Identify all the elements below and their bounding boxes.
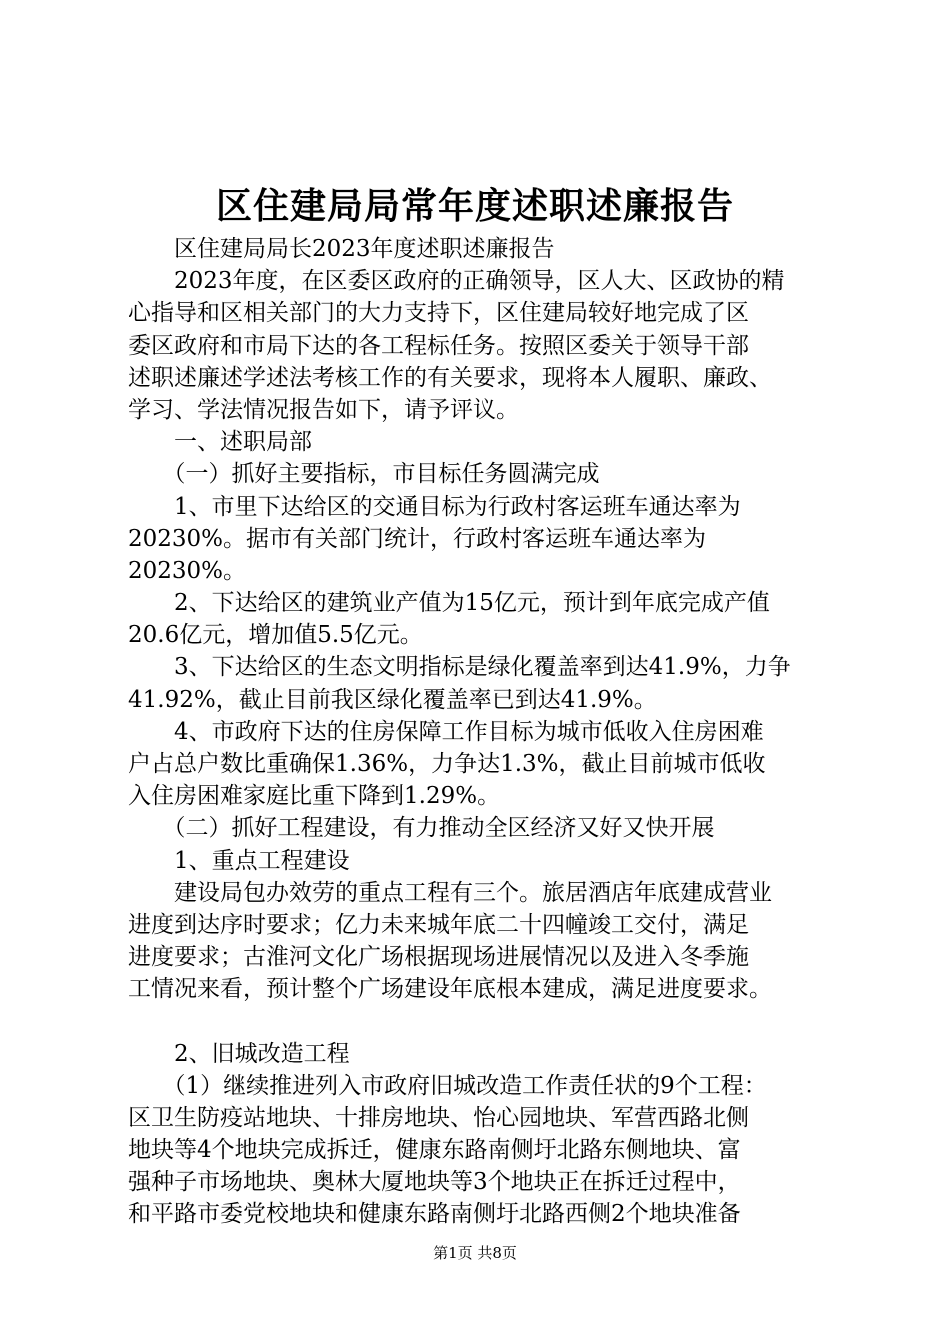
text-line: 1、重点工程建设 xyxy=(128,847,350,874)
text-line: 4、市政府下达的住房保障工作目标为城市低收入住房困难 xyxy=(128,718,764,745)
text-line: 建设局包办效劳的重点工程有三个。旅居酒店年底建成营业 xyxy=(128,879,772,906)
page-footer: 第1页 共8页 xyxy=(433,1244,517,1262)
text-line: 心指导和区相关部门的大力支持下，区住建局较好地完成了区 xyxy=(128,300,749,327)
text-line: 区住建局局长2023年度述职述廉报告 xyxy=(128,236,555,262)
document-title: 区住建局局常年度述职述廉报告 xyxy=(215,185,734,227)
text-line: 20230%。 xyxy=(128,557,247,584)
text-line: 20230%。据市有关部门统计，行政村客运班车通达率为 xyxy=(128,525,707,552)
text-line: 区卫生防疫站地块、十排房地块、怡心园地块、军营西路北侧 xyxy=(128,1104,749,1131)
text-line: 2023年度，在区委区政府的正确领导，区人大、区政协的精 xyxy=(128,268,785,295)
text-line: 进度到达序时要求；亿力未来城年底二十四幢竣工交付，满足 xyxy=(128,911,749,938)
text-line: 2、下达给区的建筑业产值为15亿元，预计到年底完成产值 xyxy=(128,590,770,617)
text-line: （1）继续推进列入市政府旧城改造工作责任状的9个工程： xyxy=(128,1072,767,1099)
text-line: （一）抓好主要指标，市目标任务圆满完成 xyxy=(128,461,600,488)
text-line: 委区政府和市局下达的各工程标任务。按照区委关于领导干部 xyxy=(128,332,749,359)
document-body xyxy=(128,233,848,1231)
text-line: 和平路市委党校地块和健康东路南侧圩北路西侧2个地块准备 xyxy=(128,1201,741,1228)
text-line: 工情况来看，预计整个广场建设年底根本建成，满足进度要求。 xyxy=(128,976,772,1003)
text-line: 学习、学法情况报告如下，请予评议。 xyxy=(128,396,519,423)
text-line: 入住房困难家庭比重下降到1.29%。 xyxy=(128,783,501,810)
text-line: 地块等4个地块完成拆迁，健康东路南侧圩北路东侧地块、富 xyxy=(128,1137,741,1164)
text-line: 户占总户数比重确保1.36%，力争达1.3%，截止目前城市低收 xyxy=(128,751,766,777)
text-line: 一、述职局部 xyxy=(128,429,312,456)
text-line: 20.6亿元，增加值5.5亿元。 xyxy=(128,622,423,649)
text-line: 1、市里下达给区的交通目标为行政村客运班车通达率为 xyxy=(128,493,741,520)
text-line: （二）抓好工程建设，有力推动全区经济又好又快开展 xyxy=(128,815,715,842)
text-line: 强种子市场地块、奥林大厦地块等3个地块正在拆迁过程中， xyxy=(128,1169,741,1196)
text-line: 进度要求；古淮河文化广场根据现场进展情况以及进入冬季施 xyxy=(128,944,749,971)
text-line: 3、下达给区的生态文明指标是绿化覆盖率到达41.9%，力争 xyxy=(128,654,791,681)
text-line: 41.92%，截止目前我区绿化覆盖率已到达41.9%。 xyxy=(128,686,657,713)
paragraph-gap xyxy=(128,1006,848,1038)
text-line: 2、旧城改造工程 xyxy=(128,1040,350,1067)
text-line: 述职述廉述学述法考核工作的有关要求，现将本人履职、廉政、 xyxy=(128,364,772,391)
